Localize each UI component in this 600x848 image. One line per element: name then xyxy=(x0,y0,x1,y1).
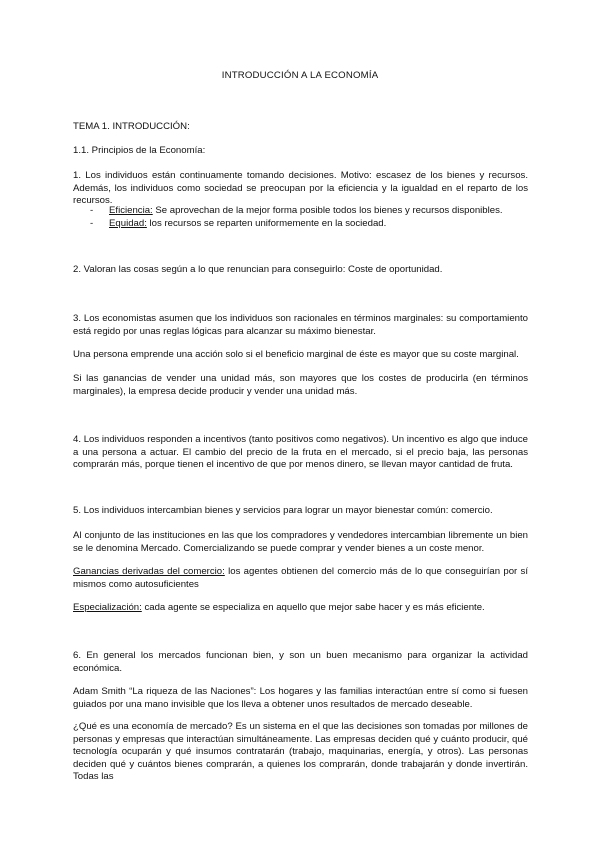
paragraph-2: 2. Valoran las cosas según a lo que renuncian para conseguirlo: Coste de oportunidad. xyxy=(73,264,443,275)
paragraph-5b: Al conjunto de las instituciones en las que los compradores y vendedores intercambian libremente un bien se le denomina Mercado. Comercializando se puede comprar y vender bienes a un coste menor. xyxy=(73,530,528,554)
term-specialization: Especialización: xyxy=(73,602,142,613)
paragraph-6b: Adam Smith “La riqueza de las Naciones”: Los hogares y las familias interactúan entre sí como si fuesen guiados por una mano invisible que los lleva a obtener unos resultados de mercado deseable. xyxy=(73,686,528,710)
paragraph-text: los agentes obtienen del comercio más de lo que conseguirían por sí mismos como autosuficientes xyxy=(73,566,528,590)
section-heading: 1.1. Principios de la Economía: xyxy=(73,145,206,156)
bullet-dash: - xyxy=(90,218,94,229)
paragraph-5d xyxy=(73,602,528,615)
paragraph-6: 6. En general los mercados funcionan bien, y son un buen mecanismo para organizar la actividad económica. xyxy=(73,650,528,674)
paragraph-4: 4. Los individuos responden a incentivos (tanto positivos como negativos). Un incentivo es algo que induce a una persona a actuar. El cambio del precio de la fruta en el mercado, si el precio baja, las personas comprarán más, porque tienen el incentivo de que por menos dinero, se llevan mayor cantidad de fruta. xyxy=(73,434,528,471)
document-title: INTRODUCCIÓN A LA ECONOMÍA xyxy=(221,70,379,81)
term-trade-gains: Ganancias derivadas del comercio: xyxy=(73,566,225,577)
paragraph-3c: Si las ganancias de vender una unidad más, son mayores que los costes de producirla (en términos marginales), la empresa decide producir y vender una unidad más. xyxy=(73,373,528,397)
paragraph-3b: Una persona emprende una acción solo si el beneficio marginal de éste es mayor que su coste marginal. xyxy=(73,349,519,360)
bullet-dash: - xyxy=(90,205,94,216)
paragraph-1: 1. Los individuos están continuamente tomando decisiones. Motivo: escasez de los bienes y recursos. Además, los individuos como sociedad se preocupan por la eficiencia y la igualdad en el reparto de los recursos. xyxy=(73,170,528,207)
paragraph-text: cada agente se especializa en aquello que mejor sabe hacer y es más eficiente. xyxy=(141,602,485,613)
bullet-text: Se aprovechan de la mejor forma posible todos los bienes y recursos disponibles. xyxy=(152,205,503,216)
term-equity: Equidad: xyxy=(109,218,147,229)
paragraph-6c: ¿Qué es una economía de mercado? Es un sistema en el que las decisiones son tomadas por millones de personas y empresas que interactúan simultáneamente. Las empresas deciden qué y cuánto producir, qué tecnología ocuparán y qué insumos contratarán (trabajo, maquinarias, energía, y otros). Las personas deciden qué y cuántos bienes comprarán, a quienes los comprarán, donde trabajarán y donde invertirán. Todas las xyxy=(73,721,528,783)
topic-heading: TEMA 1. INTRODUCCIÓN: xyxy=(73,121,190,132)
paragraph-3: 3. Los economistas asumen que los individuos son racionales en términos marginales: su comportamiento está regido por unas reglas lógicas para alcanzar su máximo bienestar. xyxy=(73,313,528,337)
term-efficiency: Eficiencia: xyxy=(109,205,153,216)
paragraph-5: 5. Los individuos intercambian bienes y servicios para lograr un mayor bienestar común: comercio. xyxy=(73,505,493,516)
bullet-text: los recursos se reparten uniformemente en la sociedad. xyxy=(146,218,387,229)
paragraph-5c xyxy=(73,566,528,591)
